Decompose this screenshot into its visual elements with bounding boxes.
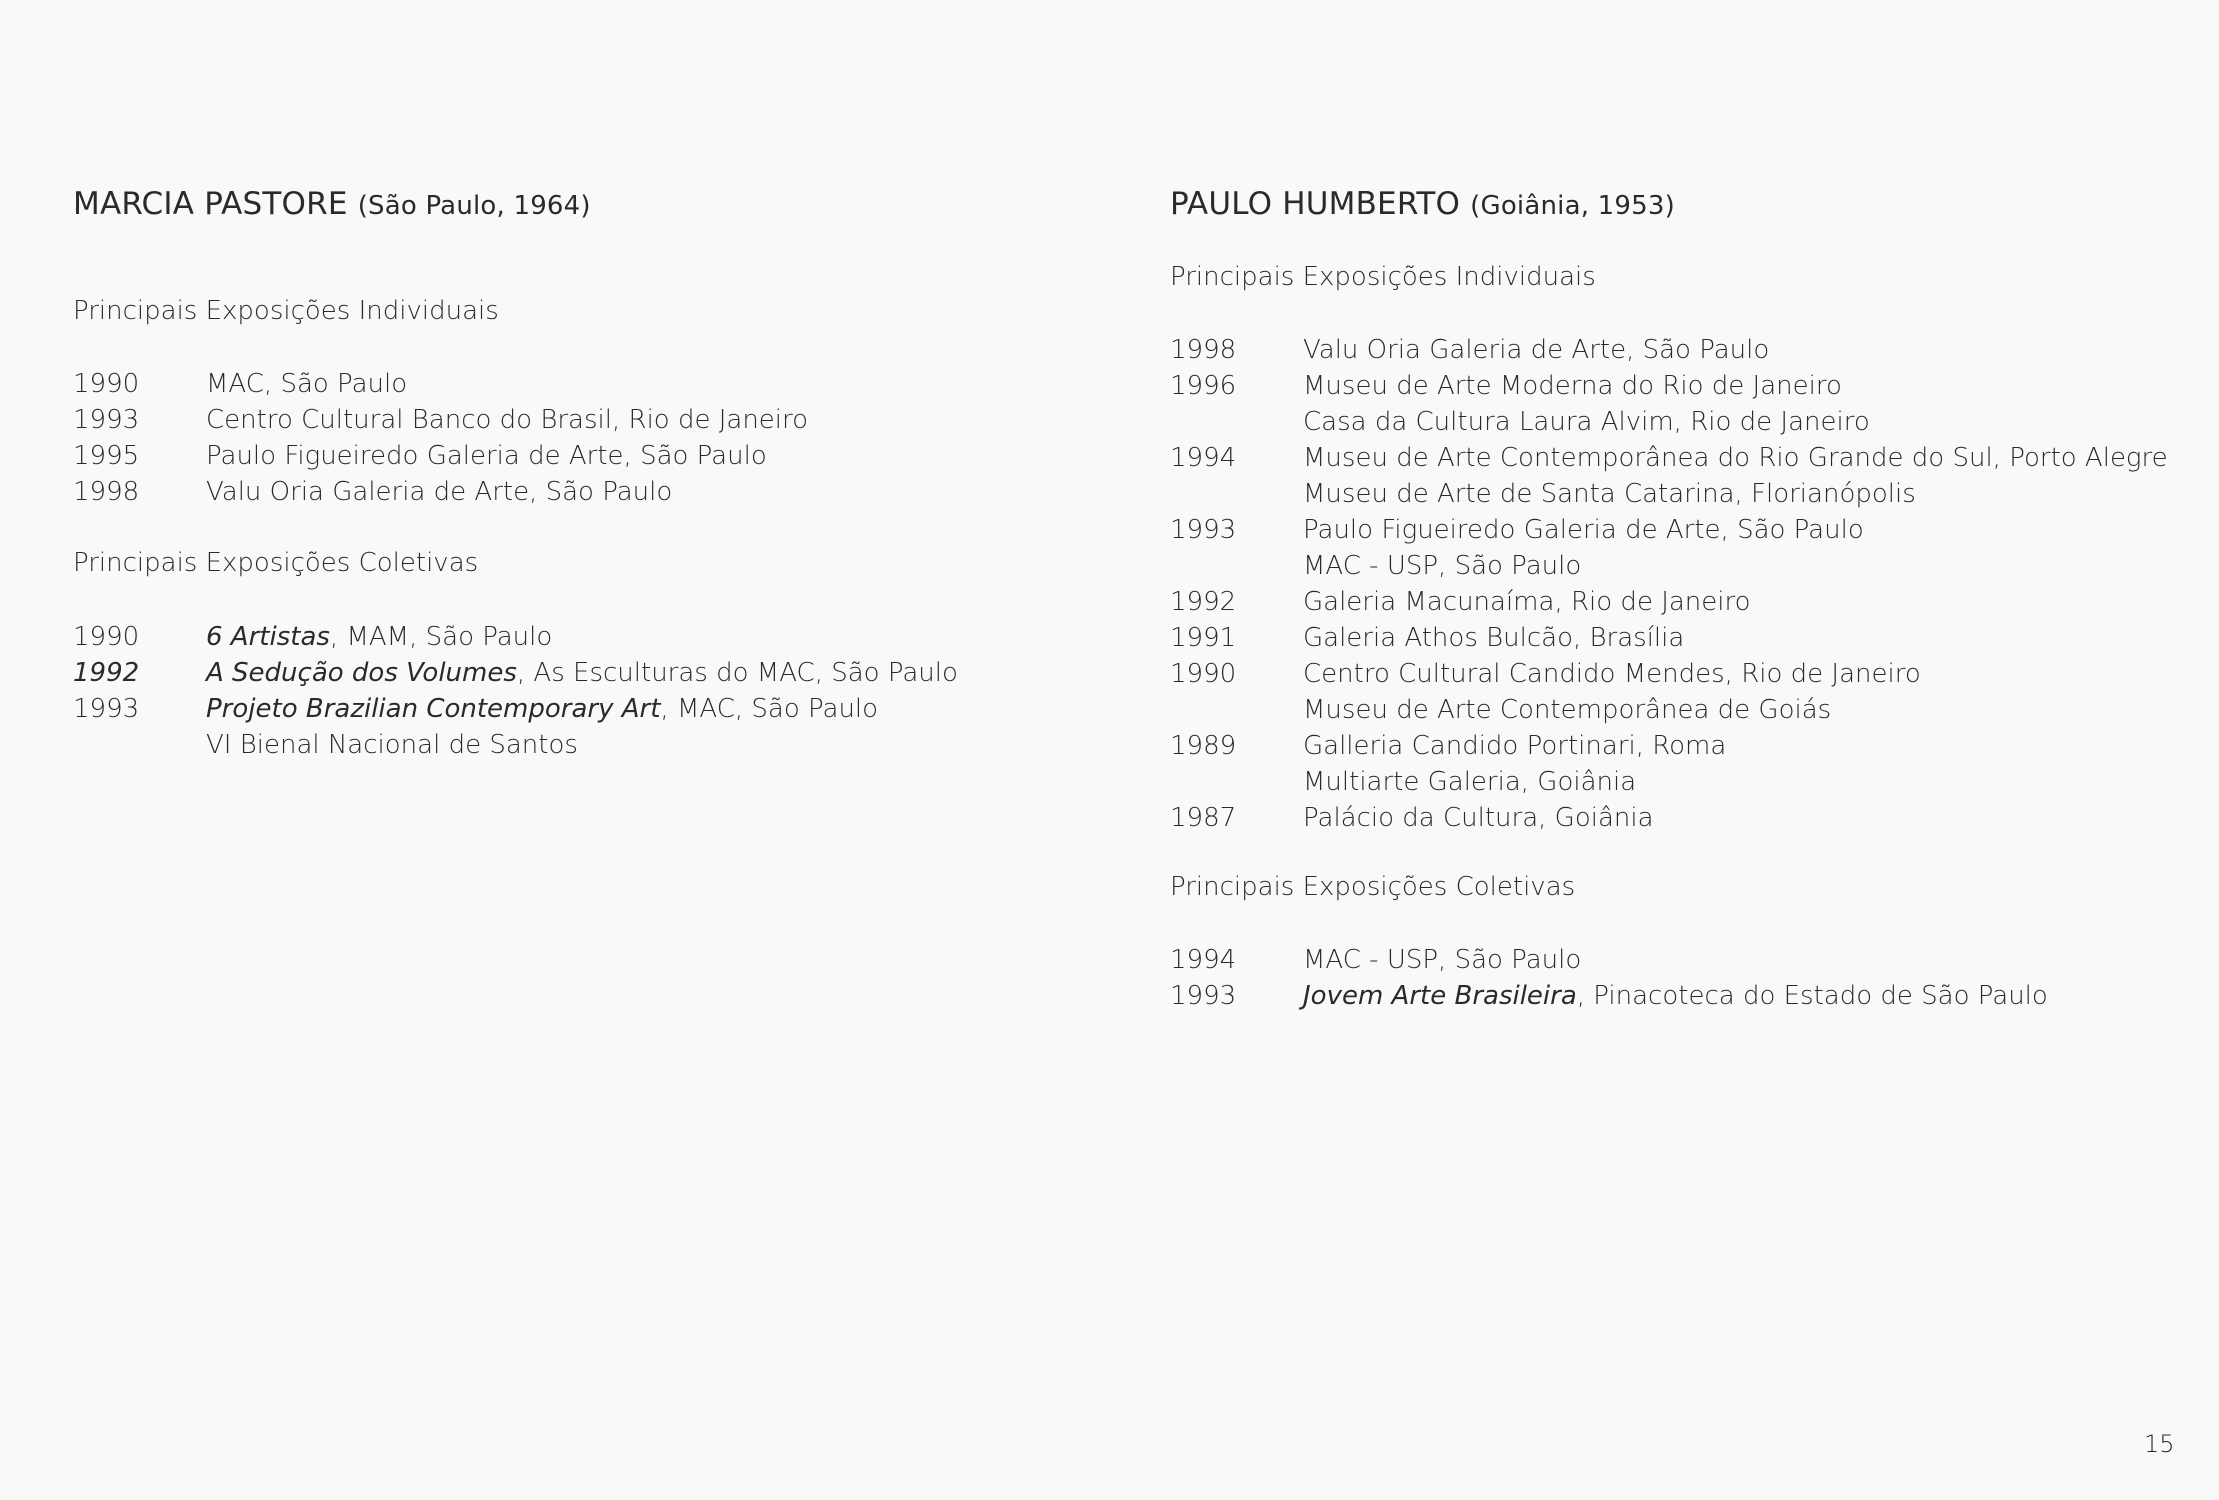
- exhibition-venue: Paulo Figueiredo Galeria de Arte, São Paulo: [1303, 515, 1864, 545]
- exhibition-venue: Galleria Candido Portinari, Roma: [1303, 731, 1727, 761]
- artist-name: MARCIA PASTORE: [73, 186, 348, 222]
- exhibition-description: [206, 655, 958, 691]
- exhibition-description: [206, 727, 578, 763]
- exhibition-venue: , Pinacoteca do Estado de São Paulo: [1576, 981, 2048, 1011]
- section-title-individual: Principais Exposições Individuais: [73, 296, 499, 326]
- exhibition-description: [206, 438, 767, 474]
- exhibition-description: [1303, 584, 1751, 620]
- exhibition-description: [1303, 656, 1921, 692]
- exhibition-venue: , As Esculturas do MAC, São Paulo: [516, 658, 958, 688]
- artist-header: [73, 186, 591, 222]
- exhibition-year: 1998: [1170, 335, 1237, 365]
- exhibition-description: [1303, 476, 1916, 512]
- exhibition-venue: Casa da Cultura Laura Alvim, Rio de Janeiro: [1303, 407, 1870, 437]
- exhibition-title: Projeto Brazilian Contemporary Art: [206, 694, 661, 724]
- exhibition-description: [206, 366, 407, 402]
- exhibition-title: 6 Artistas: [206, 622, 330, 652]
- artist-origin: (Goiânia, 1953): [1470, 191, 1675, 221]
- exhibition-venue: Multiarte Galeria, Goiânia: [1303, 767, 1637, 797]
- exhibition-venue: Palácio da Cultura, Goiânia: [1303, 803, 1654, 833]
- section-title-collective: Principais Exposições Coletivas: [1170, 872, 1576, 902]
- exhibition-description: [1303, 978, 2048, 1014]
- exhibition-venue: Valu Oria Galeria de Arte, São Paulo: [1303, 335, 1770, 365]
- exhibition-venue: MAC - USP, São Paulo: [1303, 945, 1582, 975]
- exhibition-venue: Museu de Arte Moderna do Rio de Janeiro: [1303, 371, 1842, 401]
- exhibition-venue: Centro Cultural Banco do Brasil, Rio de Janeiro: [206, 405, 809, 435]
- exhibition-description: [206, 691, 878, 727]
- exhibition-venue: Museu de Arte Contemporânea de Goiás: [1303, 695, 1832, 725]
- exhibition-title: Jovem Arte Brasileira: [1303, 981, 1577, 1011]
- exhibition-venue: MAC - USP, São Paulo: [1303, 551, 1582, 581]
- exhibition-description: [1303, 620, 1684, 656]
- exhibition-description: [206, 402, 808, 438]
- exhibition-description: [1303, 368, 1842, 404]
- exhibition-year: 1998: [73, 477, 140, 507]
- exhibition-description: [1303, 728, 1726, 764]
- exhibition-venue: Museu de Arte de Santa Catarina, Florianópolis: [1303, 479, 1916, 509]
- exhibition-year: 1993: [1170, 981, 1237, 1011]
- exhibition-description: [1303, 548, 1581, 584]
- exhibition-year: 1989: [1170, 731, 1237, 761]
- exhibition-title: A Sedução dos Volumes: [206, 658, 517, 688]
- exhibition-year: 1993: [73, 694, 140, 724]
- artist-name: PAULO HUMBERTO: [1170, 186, 1461, 222]
- exhibition-description: [206, 619, 552, 655]
- page-number: 15: [2144, 1430, 2175, 1458]
- exhibition-year: 1994: [1170, 443, 1237, 473]
- exhibition-venue: , MAC, São Paulo: [660, 694, 879, 724]
- exhibition-venue: VI Bienal Nacional de Santos: [206, 730, 578, 760]
- exhibition-description: [1303, 942, 1581, 978]
- exhibition-year: 1990: [73, 622, 140, 652]
- exhibition-venue: Museu de Arte Contemporânea do Rio Grande do Sul, Porto Alegre: [1303, 443, 2168, 473]
- exhibition-year: 1992: [73, 658, 140, 688]
- exhibition-description: [1303, 332, 1769, 368]
- exhibition-year: 1994: [1170, 945, 1237, 975]
- exhibition-year: 1987: [1170, 803, 1237, 833]
- exhibition-venue: Centro Cultural Candido Mendes, Rio de Janeiro: [1303, 659, 1921, 689]
- exhibition-venue: Galeria Macunaíma, Rio de Janeiro: [1303, 587, 1751, 617]
- exhibition-year: 1993: [73, 405, 140, 435]
- section-title-collective: Principais Exposições Coletivas: [73, 548, 479, 578]
- exhibition-year: 1996: [1170, 371, 1237, 401]
- exhibition-description: [1303, 800, 1654, 836]
- exhibition-year: 1990: [1170, 659, 1237, 689]
- artist-header: [1170, 186, 1675, 222]
- exhibition-description: [1303, 764, 1636, 800]
- exhibition-venue: MAC, São Paulo: [206, 369, 408, 399]
- exhibition-year: 1990: [73, 369, 140, 399]
- exhibition-description: [1303, 692, 1831, 728]
- exhibition-year: 1992: [1170, 587, 1237, 617]
- exhibition-venue: Valu Oria Galeria de Arte, São Paulo: [206, 477, 673, 507]
- exhibition-description: [1303, 404, 1870, 440]
- exhibition-description: [206, 474, 672, 510]
- exhibition-description: [1303, 512, 1864, 548]
- exhibition-year: 1991: [1170, 623, 1237, 653]
- exhibition-venue: Paulo Figueiredo Galeria de Arte, São Paulo: [206, 441, 767, 471]
- artist-origin: (São Paulo, 1964): [357, 191, 591, 221]
- exhibition-venue: , MAM, São Paulo: [329, 622, 553, 652]
- exhibition-year: 1993: [1170, 515, 1237, 545]
- exhibition-venue: Galeria Athos Bulcão, Brasília: [1303, 623, 1685, 653]
- exhibition-description: [1303, 440, 2168, 476]
- exhibition-year: 1995: [73, 441, 140, 471]
- section-title-individual: Principais Exposições Individuais: [1170, 262, 1596, 292]
